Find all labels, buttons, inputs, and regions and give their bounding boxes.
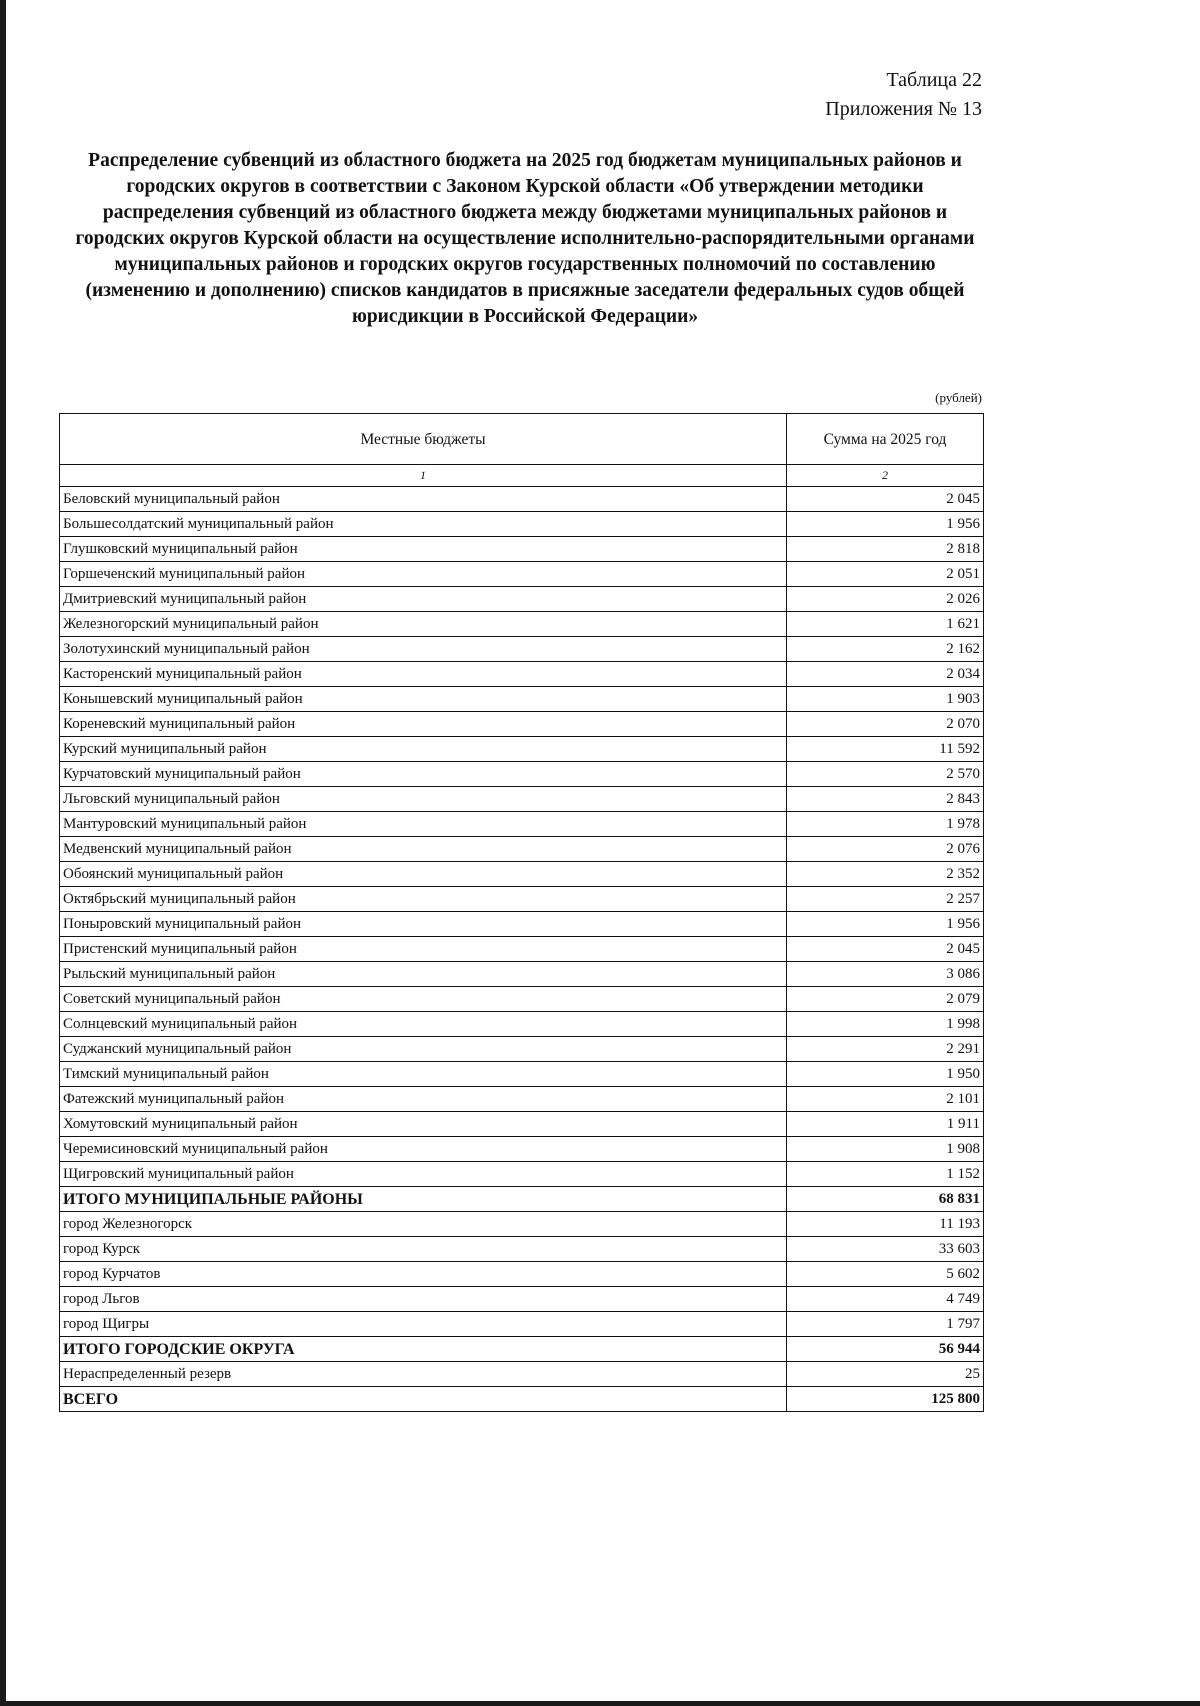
amount-cell: 1 998	[787, 1012, 984, 1037]
amount-cell: 2 291	[787, 1037, 984, 1062]
budget-name-cell: Поныровский муниципальный район	[60, 912, 787, 937]
table-row	[60, 912, 984, 937]
budget-name-cell: Черемисиновский муниципальный район	[60, 1137, 787, 1162]
table-row	[60, 662, 984, 687]
budget-name-cell: город Железногорск	[60, 1212, 787, 1237]
amount-cell: 1 978	[787, 812, 984, 837]
budget-name-cell: Пристенский муниципальный район	[60, 937, 787, 962]
budget-name-cell: Обоянский муниципальный район	[60, 862, 787, 887]
column-header-amount: Сумма на 2025 год	[787, 414, 984, 465]
amount-cell: 1 911	[787, 1112, 984, 1137]
budget-name-cell: Конышевский муниципальный район	[60, 687, 787, 712]
amount-cell: 1 152	[787, 1162, 984, 1187]
table-row	[60, 737, 984, 762]
budget-name-cell: Большесолдатский муниципальный район	[60, 512, 787, 537]
column-numbers-row	[60, 465, 984, 487]
budget-name-cell: Рыльский муниципальный район	[60, 962, 787, 987]
budget-name-cell: Суджанский муниципальный район	[60, 1037, 787, 1062]
amount-cell: 1 956	[787, 512, 984, 537]
budget-table	[59, 413, 984, 1412]
amount-cell: 1 950	[787, 1062, 984, 1087]
table-row	[60, 637, 984, 662]
budget-name-cell: Хомутовский муниципальный район	[60, 1112, 787, 1137]
budget-name-cell: Дмитриевский муниципальный район	[60, 587, 787, 612]
table-row	[60, 937, 984, 962]
amount-cell: 11 193	[787, 1212, 984, 1237]
amount-cell: 2 076	[787, 837, 984, 862]
scan-edge-bottom	[0, 1701, 1200, 1706]
budget-name-cell: Глушковский муниципальный район	[60, 537, 787, 562]
budget-name-cell: Железногорский муниципальный район	[60, 612, 787, 637]
scan-edge-left	[0, 0, 6, 1706]
amount-cell: 125 800	[787, 1387, 984, 1412]
budget-name-cell: Тимский муниципальный район	[60, 1062, 787, 1087]
amount-cell: 2 034	[787, 662, 984, 687]
table-row	[60, 562, 984, 587]
table-total-row	[60, 1337, 984, 1362]
amount-cell: 2 045	[787, 487, 984, 512]
table-total-row	[60, 1187, 984, 1212]
table-row	[60, 1362, 984, 1387]
table-row	[60, 1087, 984, 1112]
table-row	[60, 512, 984, 537]
table-total-row	[60, 1387, 984, 1412]
amount-cell: 2 045	[787, 937, 984, 962]
budget-name-cell: ВСЕГО	[60, 1387, 787, 1412]
amount-cell: 1 621	[787, 612, 984, 637]
table-row	[60, 712, 984, 737]
table-row	[60, 812, 984, 837]
budget-name-cell: Льговский муниципальный район	[60, 787, 787, 812]
budget-name-cell: город Курск	[60, 1237, 787, 1262]
table-row	[60, 1037, 984, 1062]
table-row	[60, 1012, 984, 1037]
amount-cell: 1 908	[787, 1137, 984, 1162]
budget-name-cell: ИТОГО МУНИЦИПАЛЬНЫЕ РАЙОНЫ	[60, 1187, 787, 1212]
budget-name-cell: Кореневский муниципальный район	[60, 712, 787, 737]
appendix-number: Приложения № 13	[825, 98, 982, 120]
amount-cell: 68 831	[787, 1187, 984, 1212]
budget-name-cell: Золотухинский муниципальный район	[60, 637, 787, 662]
budget-name-cell: Беловский муниципальный район	[60, 487, 787, 512]
amount-cell: 5 602	[787, 1262, 984, 1287]
table-row	[60, 887, 984, 912]
budget-name-cell: город Курчатов	[60, 1262, 787, 1287]
amount-cell: 2 843	[787, 787, 984, 812]
budget-name-cell: Медвенский муниципальный район	[60, 837, 787, 862]
table-row	[60, 1137, 984, 1162]
table-row	[60, 1262, 984, 1287]
amount-cell: 25	[787, 1362, 984, 1387]
amount-cell: 2 070	[787, 712, 984, 737]
table-row	[60, 787, 984, 812]
column-number-1: 1	[60, 465, 787, 487]
table-row	[60, 487, 984, 512]
table-row	[60, 987, 984, 1012]
table-row	[60, 1287, 984, 1312]
table-row	[60, 1312, 984, 1337]
budget-name-cell: Щигровский муниципальный район	[60, 1162, 787, 1187]
budget-name-cell: Нераспределенный резерв	[60, 1362, 787, 1387]
table-header-row	[60, 414, 984, 465]
table-row	[60, 612, 984, 637]
amount-cell: 2 818	[787, 537, 984, 562]
budget-name-cell: ИТОГО ГОРОДСКИЕ ОКРУГА	[60, 1337, 787, 1362]
table-row	[60, 1112, 984, 1137]
amount-cell: 1 797	[787, 1312, 984, 1337]
amount-cell: 3 086	[787, 962, 984, 987]
table-row	[60, 537, 984, 562]
page-reference	[825, 66, 982, 124]
budget-name-cell: город Льгов	[60, 1287, 787, 1312]
budget-name-cell: Мантуровский муниципальный район	[60, 812, 787, 837]
amount-cell: 2 570	[787, 762, 984, 787]
column-number-2: 2	[787, 465, 984, 487]
amount-cell: 33 603	[787, 1237, 984, 1262]
amount-cell: 1 903	[787, 687, 984, 712]
amount-cell: 56 944	[787, 1337, 984, 1362]
amount-cell: 2 257	[787, 887, 984, 912]
table-row	[60, 962, 984, 987]
amount-cell: 1 956	[787, 912, 984, 937]
table-row	[60, 762, 984, 787]
amount-cell: 2 051	[787, 562, 984, 587]
budget-name-cell: город Щигры	[60, 1312, 787, 1337]
budget-name-cell: Октябрьский муниципальный район	[60, 887, 787, 912]
table-row	[60, 1062, 984, 1087]
table-row	[60, 587, 984, 612]
amount-cell: 2 026	[787, 587, 984, 612]
budget-name-cell: Горшеченский муниципальный район	[60, 562, 787, 587]
table-number: Таблица 22	[886, 69, 982, 91]
budget-name-cell: Касторенский муниципальный район	[60, 662, 787, 687]
unit-note: (рублей)	[935, 390, 982, 405]
table-row	[60, 687, 984, 712]
table-row	[60, 837, 984, 862]
budget-name-cell: Фатежский муниципальный район	[60, 1087, 787, 1112]
budget-name-cell: Советский муниципальный район	[60, 987, 787, 1012]
amount-cell: 2 162	[787, 637, 984, 662]
table-row	[60, 1237, 984, 1262]
amount-cell: 11 592	[787, 737, 984, 762]
table-row	[60, 1212, 984, 1237]
table-row	[60, 862, 984, 887]
budget-name-cell: Курский муниципальный район	[60, 737, 787, 762]
budget-name-cell: Солнцевский муниципальный район	[60, 1012, 787, 1037]
amount-cell: 4 749	[787, 1287, 984, 1312]
table-row	[60, 1162, 984, 1187]
budget-name-cell: Курчатовский муниципальный район	[60, 762, 787, 787]
document-title: Распределение субвенций из областного бюджета на 2025 год бюджетам муниципальных районов и городских округов в соответствии с Законом Курской области «Об утверждении методики распределения субвенций из областного бюджета между бюджетами муниципальных районов и городских округов Курской области на осуществление исполнительно-распорядительными органами муниципальных районов и городских округов государственных полномочий по составлению (изменению и дополнению) списков кандидатов в присяжные заседатели федеральных судов общей юрисдикции в Российской Федерации»	[75, 150, 975, 327]
amount-cell: 2 352	[787, 862, 984, 887]
column-header-local-budgets: Местные бюджеты	[60, 414, 787, 465]
amount-cell: 2 079	[787, 987, 984, 1012]
amount-cell: 2 101	[787, 1087, 984, 1112]
